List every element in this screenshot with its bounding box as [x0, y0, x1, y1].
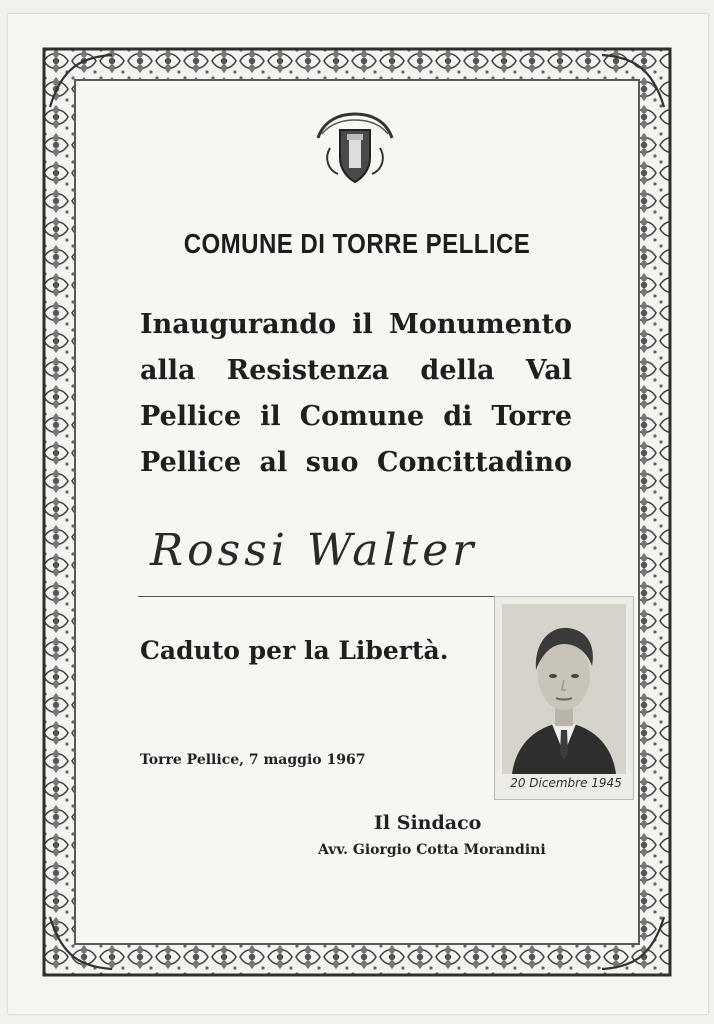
dedication-line: Pellice il Comune di Torre [140, 401, 572, 432]
signature-name: Avv. Giorgio Cotta Morandini [318, 842, 546, 858]
dedication-line: Inaugurando il Monumento [140, 309, 572, 340]
honoree-status: Caduto per la Libertà. [140, 636, 449, 665]
place-date: Torre Pellice, 7 maggio 1967 [140, 752, 366, 768]
honoree-name: Rossi Walter [150, 525, 478, 576]
signature-title: Il Sindaco [374, 812, 482, 834]
dedication-line: Pellice al suo Concittadino [140, 447, 572, 478]
name-underline [138, 596, 494, 597]
photo-caption: 20 Dicembre 1945 [510, 776, 622, 790]
dedication-text [140, 302, 572, 486]
portrait-photo [502, 604, 626, 774]
page-title: COMUNE DI TORRE PELLICE [183, 228, 531, 259]
dedication-line: alla Resistenza della Val [140, 355, 572, 386]
coat-of-arms-icon [310, 108, 400, 188]
